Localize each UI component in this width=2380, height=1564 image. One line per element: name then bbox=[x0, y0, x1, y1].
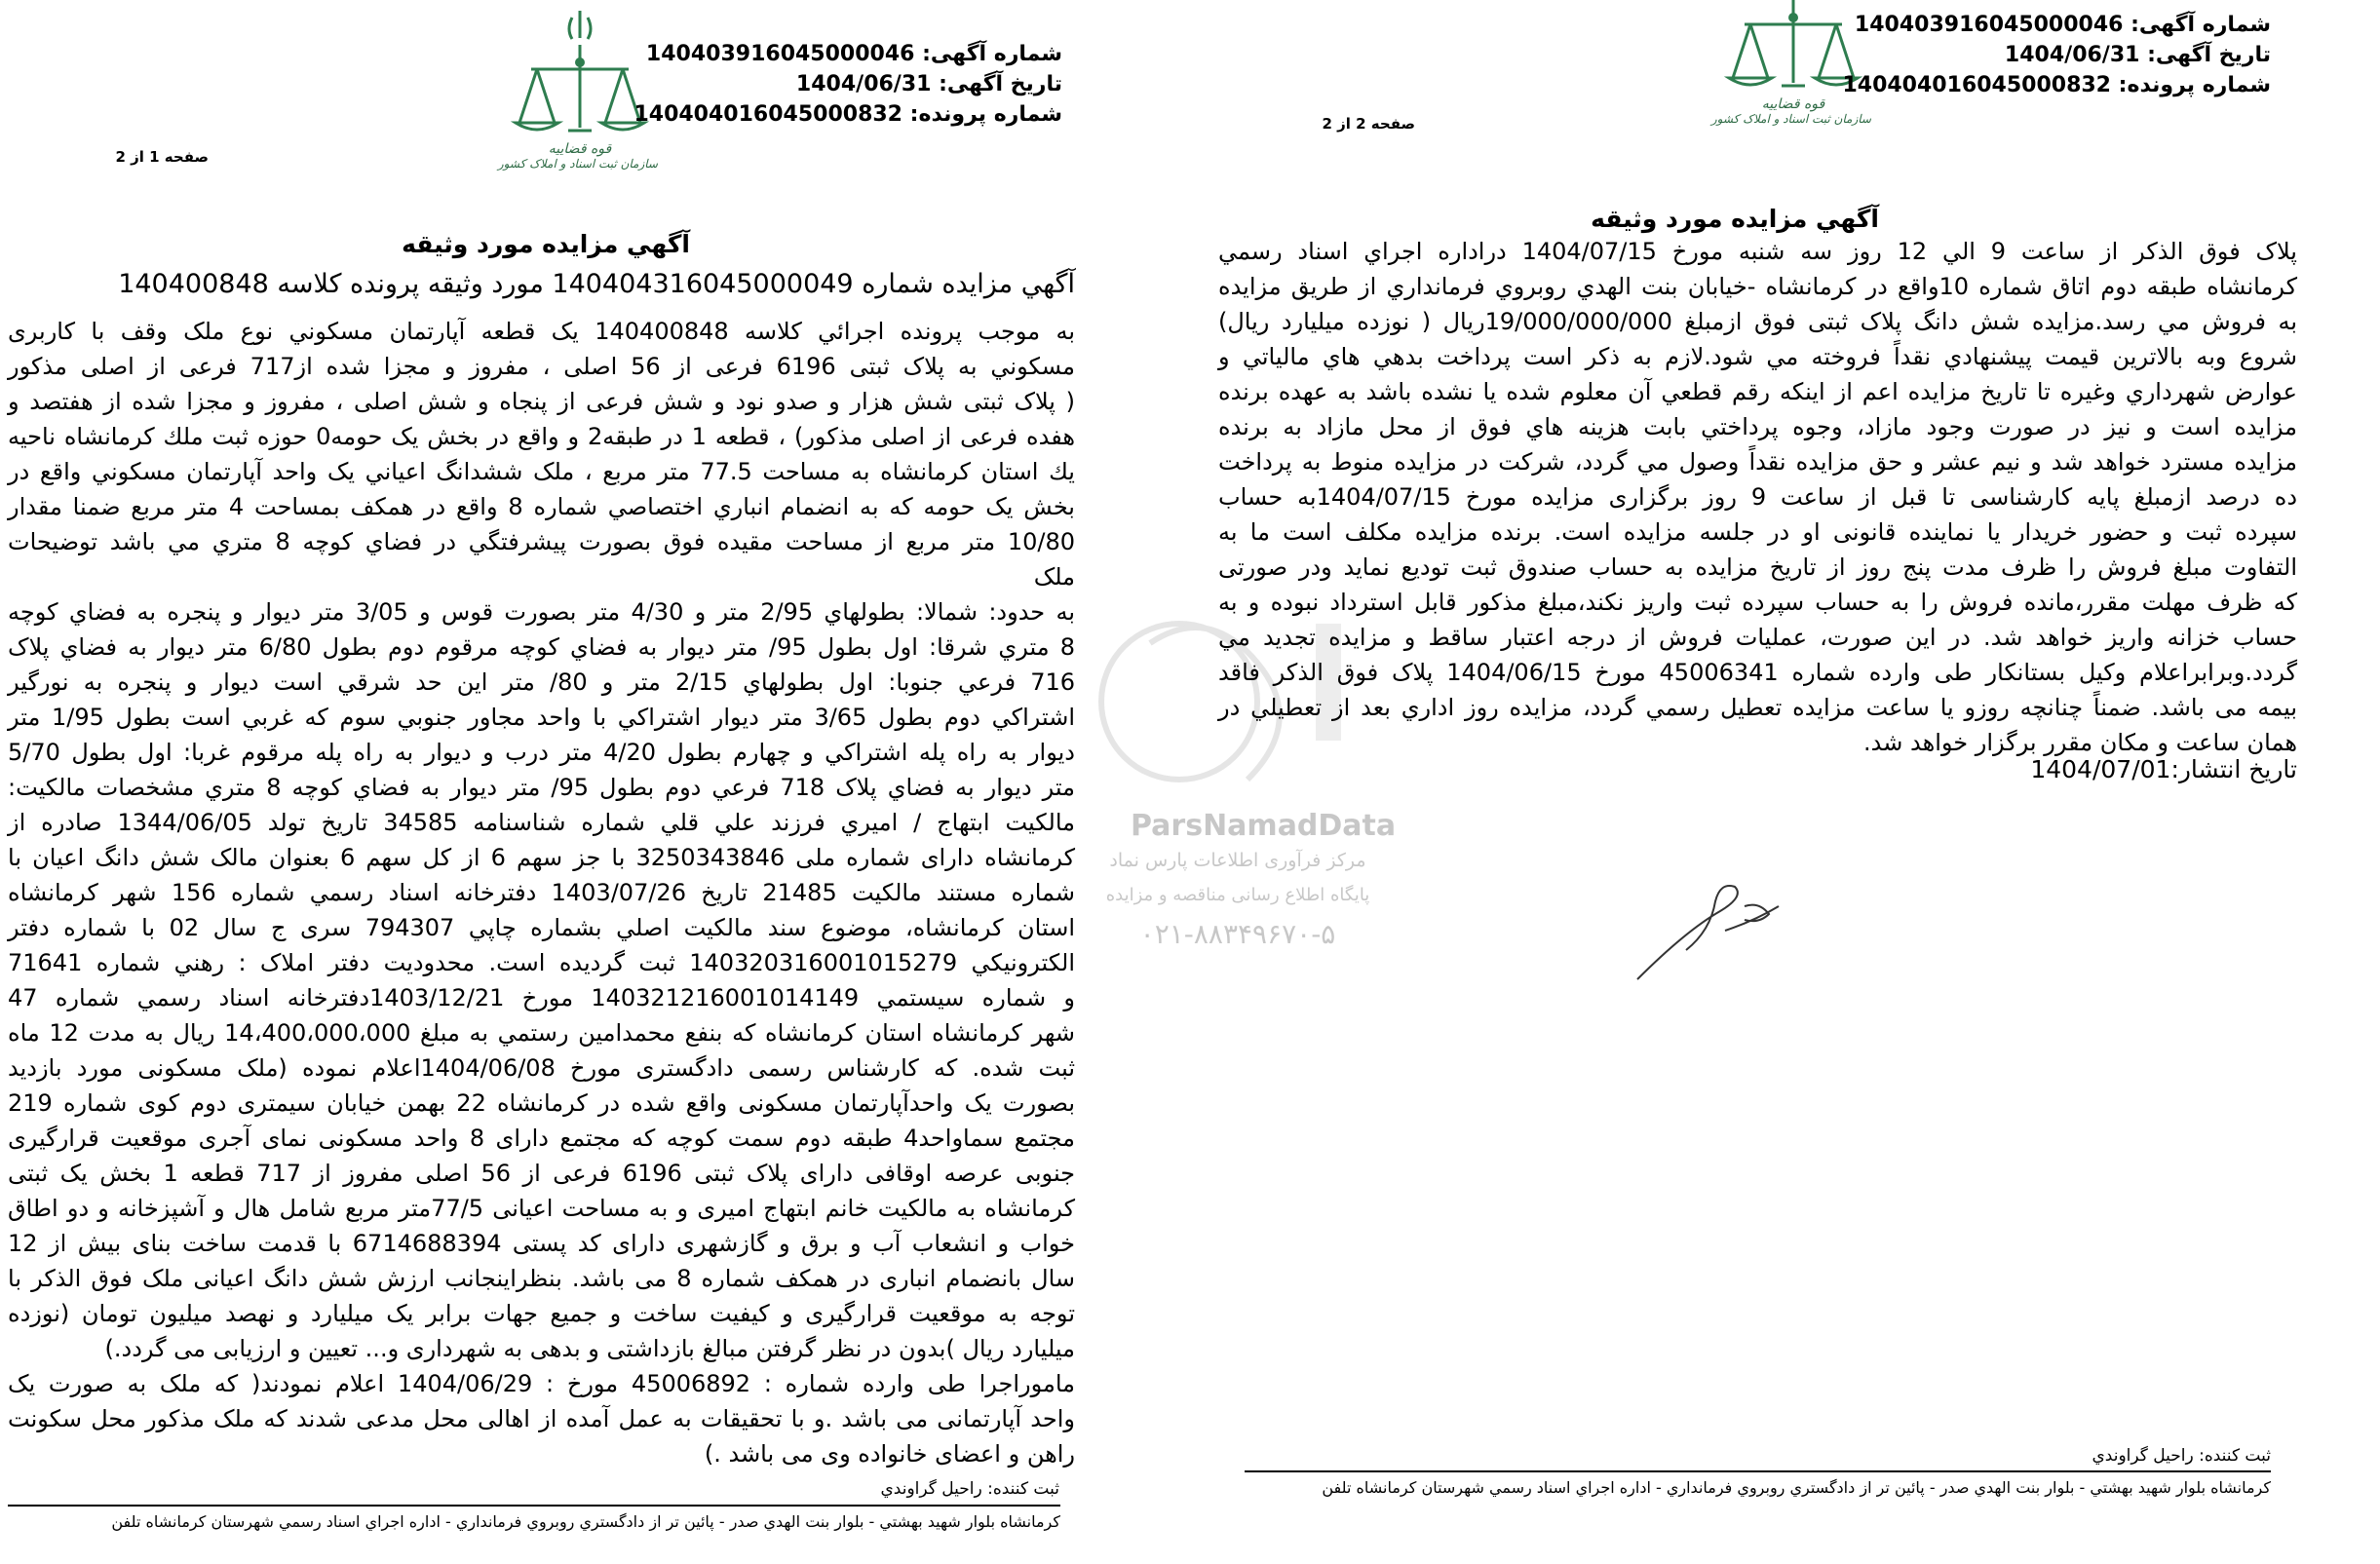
logo-text-registry: سازمان ثبت اسناد و املاک کشور bbox=[497, 157, 658, 171]
text-line: مجتمع سماواحد4 طبقه دوم سمت کوچه که مجتمع دارای 8 واحد مسکونی نمای آجری موقعیت قرارگیری bbox=[8, 1125, 1076, 1152]
text-line: يك استان كرمانشاه به مساحت 77.5 متر مربع ، ملک ششدانگ اعياني یک واحد آپارتمان مسكوني واقع در bbox=[8, 458, 1075, 485]
text-line: کرمانشاه به مالکیت خانم ابتهاج امیری و به مساحت اعیانی 77/5متر مربع شامل هال و آشپزخانه و دو اطاق bbox=[8, 1195, 1075, 1222]
text-line: 8 متري شرقا: اول بطول 95/ متر ديوار به فضاي كوچه مرقوم دوم بطول 6/80 متر ديوار به فضاي پلاک bbox=[8, 633, 1076, 661]
text-line: بخش یک حومه كه به انضمام انباري اختصاصي شماره 8 واقع در همكف بمساحت 4 متر مربع ضمنا مقدار bbox=[8, 493, 1075, 520]
text-line: حساب خزانه واريز خواهد شد. در اين صورت، عمليات فروش از درجه اعتبار ساقط و مزايده تجديد مي bbox=[1218, 624, 2297, 651]
text-line: كرمانشاه طبقه دوم اتاق شماره 10واقع در كرمانشاه -خيابان بنت الهدي روبروي فرمانداري از طريق مزايده bbox=[1218, 273, 2297, 300]
page-label: صفحه 1 از 2 bbox=[115, 148, 209, 166]
registrar: ثبت کننده: راحیل گراوندي bbox=[2092, 1446, 2271, 1466]
text-line: ديوار به راه پله اشتراكي و چهارم بطول 4/20 متر درب و ديوار به راه پله مرقوم غربا: اول بطول 5/70 bbox=[8, 739, 1075, 766]
text-line: ثبت شده. که کارشناس رسمی دادگستری مورخ 1404/06/08اعلام نموده (ملک مسکونی مورد بازدید bbox=[8, 1054, 1075, 1082]
ad-date: تاریخ آگهی: 1404/06/31 bbox=[2004, 43, 2271, 67]
text-line: شروع وبه بالاترين قيمت پيشنهادي نقداً فروخته مي شود.لازم به ذكر است پرداخت بدهي هاي مالياتي و bbox=[1218, 343, 2297, 370]
page-title: آگهي مزايده مورد وثيقه bbox=[1591, 205, 1879, 233]
text-line: بصورت یک واحدآپارتمان مسکونی واقع شده در کرمانشاه 22 بهمن خیابان سیمتری دوم کوی شماره 219 bbox=[8, 1089, 1075, 1117]
file-number: شماره پرونده: 140404016045000832 bbox=[633, 102, 1062, 127]
text-line: گردد.وبرابراعلام وكيل بستانكار طی وارده شماره 45006341 مورخ 1404/06/15 پلاک فوق الذكر فاقد bbox=[1218, 659, 2297, 686]
text-line: جنوبی عرصه اوقافی دارای پلاک ثبتی 6196 فرعی از 56 اصلی مفروز از 717 قطعه 1 بخش یک ثبتی bbox=[8, 1160, 1076, 1187]
logo-text-judiciary: قوه قضاییه bbox=[548, 141, 612, 157]
text-line: هفده فرعی از اصلی مذکور) ، قطعه 1 در طبقه2 و واقع در بخش یک حومه0 حوزه ثبت ملك كرمانشاه ناحيه bbox=[8, 423, 1076, 450]
page-title: آگهي مزايده مورد وثيقه bbox=[402, 230, 690, 258]
text-line: ( پلاک ثبتی شش هزار و صدو نود و شش فرعی از پنجاه و شش اصلی ، مفروز و مجزا شده از هفتصد و bbox=[8, 388, 1075, 415]
text-line: كرمانشاه دارای شماره ملی 3250343846 با جز سهم 6 از کل سهم 6 بعنوان مالک شش دانگ اعيان با bbox=[8, 844, 1075, 871]
text-line: ملک bbox=[1033, 563, 1075, 591]
page2-header bbox=[1842, 10, 2271, 100]
text-line: بيمه می باشد. ضمناً چنانچه روزو يا ساعت مزايده تعطيل رسمي گردد، مزايده روز اداري بعد از تعطيلي در bbox=[1218, 694, 2297, 721]
text-line: سال بانضمام انباری در همکف شماره 8 می باشد. بنظراینجانب ارزش شش دانگ اعیانی ملک فوق الذکر با bbox=[8, 1265, 1075, 1292]
text-line: ده درصد ازمبلغ پايه كارشناسی تا قبل از ساعت 9 روز برگزاری مزايده مورخ 1404/07/15به حساب bbox=[1218, 483, 2297, 511]
ad-number: شماره آگهی: 140403916045000046 bbox=[1854, 13, 2271, 37]
text-line: مسكوني به پلاک ثبتی 6196 فرعی از 56 اصلی ، مفروز و مجزا شده از717 فرعی از اصلی مذکور bbox=[8, 353, 1075, 380]
text-line: مزايده است و نيز در صورت وجود مازاد، وجوه پرداختي بابت هزينه هاي فوق از محل مازاد به برنده bbox=[1218, 413, 2297, 440]
page1-header bbox=[633, 39, 1062, 130]
text-line: مالكيت ابتهاج / اميري فرزند علي قلي شماره شناسنامه 34585 تاريخ تولد 1344/06/05 صادره از bbox=[8, 809, 1075, 836]
watermark-brand: ParsNamadData bbox=[1131, 809, 1397, 843]
text-line: راهن و اعضای خانواده وی می باشد .) bbox=[704, 1440, 1075, 1468]
text-line: میلیارد ریال )بدون در نظر گرفتن مبالغ بازداشتی و بدهی به شهرداری و... تعیین و ارزیابی می گردد.) bbox=[104, 1335, 1075, 1362]
notice-body bbox=[1218, 234, 2297, 760]
text-line: سپرده ثبت و حضور خريدار يا نماينده قانونی او در جلسه مزايده است. برنده مزايده مكلف است ما به bbox=[1218, 518, 2297, 546]
text-line: به حدود: شمالا: بطولهاي 2/95 متر و 4/30 متر بصورت قوس و 3/05 متر ديوار و پنجره به فضاي كوچه bbox=[8, 598, 1075, 626]
text-line: و شماره سيستمي 140321216001014149 مورخ 1403/12/21دفترخانه اسناد رسمي شماره 47 bbox=[8, 984, 1075, 1011]
footer-address bbox=[8, 1505, 1060, 1531]
text-line: 716 فرعي جنوبا: اول بطولهاي 2/15 متر و 80/ متر اين حد شرقي است ديوار و پنجره به نورگير bbox=[8, 668, 1075, 696]
footer-address-text: كرمانشاه بلوار شهيد بهشتي - بلوار بنت الهدي صدر - پائين تر از دادگستري روبروي فرمانداري - اداره اجراي اسناد رسمي شهرستان كرمانشاه تلفن bbox=[1322, 1478, 2271, 1497]
footer-address bbox=[1245, 1470, 2271, 1497]
registrar: ثبت کننده: راحیل گراوندي bbox=[880, 1479, 1059, 1499]
publish-date: تاريخ انتشار:1404/07/01 bbox=[2030, 755, 2297, 783]
watermark-phone: ۰۲۱-۸۸۳۴۹۶۷۰-۵ bbox=[1139, 918, 1336, 950]
footer-address-text: كرمانشاه بلوار شهيد بهشتي - بلوار بنت الهدي صدر - پائين تر از دادگستري روبروي فرمانداري - اداره اجراي اسناد رسمي شهرستان كرمانشاه تلفن bbox=[111, 1512, 1060, 1531]
handwritten-signature bbox=[1628, 872, 1793, 989]
text-line: استان كرمانشاه، موضوع سند مالكيت اصلي بشماره چاپي 794307 سری ج سال 02 با شماره دفتر bbox=[8, 914, 1075, 941]
text-line: التفاوت مبلغ فروش را ظرف مدت پنج روز از تاريخ مزايده به حساب صندوق ثبت توديع نمايد ودر صورتی bbox=[1218, 553, 2297, 581]
text-line: همان ساعت و مكان مقرر برگزار خواهد شد. bbox=[1863, 729, 2297, 756]
text-line: مزايده مسترد خواهد شد و نيم عشر و حق مزايده نقداً وصول مي گردد، شركت در مزايده منوط به پرداخت bbox=[1218, 448, 2297, 476]
ad-number: شماره آگهی: 140403916045000046 bbox=[645, 42, 1062, 66]
text-line: به فروش مي رسد.مزايده شش دانگ پلاک ثبتی فوق ازمبلغ 19/000/000/000ريال ( نوزده ميليارد ريال) bbox=[1218, 308, 2298, 335]
text-line: واحد آپارتمانی می باشد .و با تحقیقات به عمل آمده از اهالی محل مدعی شدند که ملک مذکور محل سکونت bbox=[8, 1405, 1075, 1432]
text-line: ماموراجرا طی وارده شماره : 45006892 مورخ : 1404/06/29 اعلام نمودند( که ملک به صورت یک bbox=[8, 1370, 1075, 1397]
page-label: صفحه 2 از 2 bbox=[1322, 115, 1415, 133]
text-line: پلاک فوق الذكر از ساعت 9 الي 12 روز سه شنبه مورخ 1404/07/15 دراداره اجراي اسناد رسمي bbox=[1218, 238, 2297, 265]
logo-text-judiciary: قوه قضاییه bbox=[1761, 96, 1825, 112]
text-line: شهر كرمانشاه استان كرمانشاه كه بنفع محمدامين رستمي به مبلغ 14،400،000،000 ريال به مدت 12 ماه bbox=[8, 1019, 1075, 1047]
text-line: خواب و انشعاب آب و برق و گازشهری دارای کد پستی 6714688394 با قدمت ساخت بنای بیش از 12 bbox=[8, 1230, 1075, 1257]
text-line: به موجب پرونده اجرائي كلاسه 140400848 یک قطعه آپارتمان مسكوني نوع ملک وقف با کاربری bbox=[8, 318, 1076, 345]
watermark-line1: مرکز فرآوری اطلاعات پارس نماد bbox=[1109, 850, 1366, 871]
text-line: عوارض شهرداري وغيره تا تاريخ مزايده اعم از اينكه رقم قطعي آن معلوم شده يا نشده باشد به عهده برنده bbox=[1218, 378, 2297, 405]
text-line: توجه به موقعیت قرارگیری و کیفیت ساخت و جمیع جهات برابر یک میلیارد و نهصد میلیون تومان (نوزده bbox=[8, 1300, 1075, 1327]
file-number: شماره پرونده: 140404016045000832 bbox=[1842, 73, 2271, 97]
auction-subtitle: آگهي مزايده شماره 140404316045000049 مورد وثيقه پرونده كلاسه 140400848 bbox=[118, 269, 1075, 299]
text-line: اشتراكي دوم بطول 3/65 متر ديوار اشتراكي با واحد مجاور جنوبي سوم كه غربي است بطول 1/95 متر bbox=[8, 704, 1076, 731]
text-line: شماره مستند مالكيت 21485 تاريخ 1403/07/26 دفترخانه اسناد رسمي شماره 156 شهر كرمانشاه bbox=[8, 879, 1076, 906]
text-line: كه ظرف مهلت مقرر،مانده فروش را به حساب سپرده ثبت واريز نكند،مبلغ مذكور قابل استرداد نبوده و به bbox=[1218, 589, 2297, 616]
logo-text-registry: سازمان ثبت اسناد و املاک کشور bbox=[1710, 112, 1871, 126]
ad-date: تاریخ آگهی: 1404/06/31 bbox=[795, 72, 1062, 96]
notice-body bbox=[8, 314, 1075, 1471]
watermark-line2: پایگاه اطلاع رسانی مناقصه و مزایده bbox=[1105, 885, 1370, 905]
text-line: متر ديوار به فضاي پلاک 718 فرعي دوم بطول 95/ متر ديوار به فضاي كوچه 8 متري مشخصات مالكيت: bbox=[8, 774, 1075, 801]
text-line: 10/80 متر مربع از مساحت مقيده فوق بصورت پيشرفتگي در فضاي كوچه 8 متري مي باشد توضيحات bbox=[8, 528, 1075, 555]
text-line: الكترونيكي 140320316001015279 ثبت گرديده است. محدوديت دفتر املاک : رهني شماره 71641 bbox=[8, 949, 1075, 976]
